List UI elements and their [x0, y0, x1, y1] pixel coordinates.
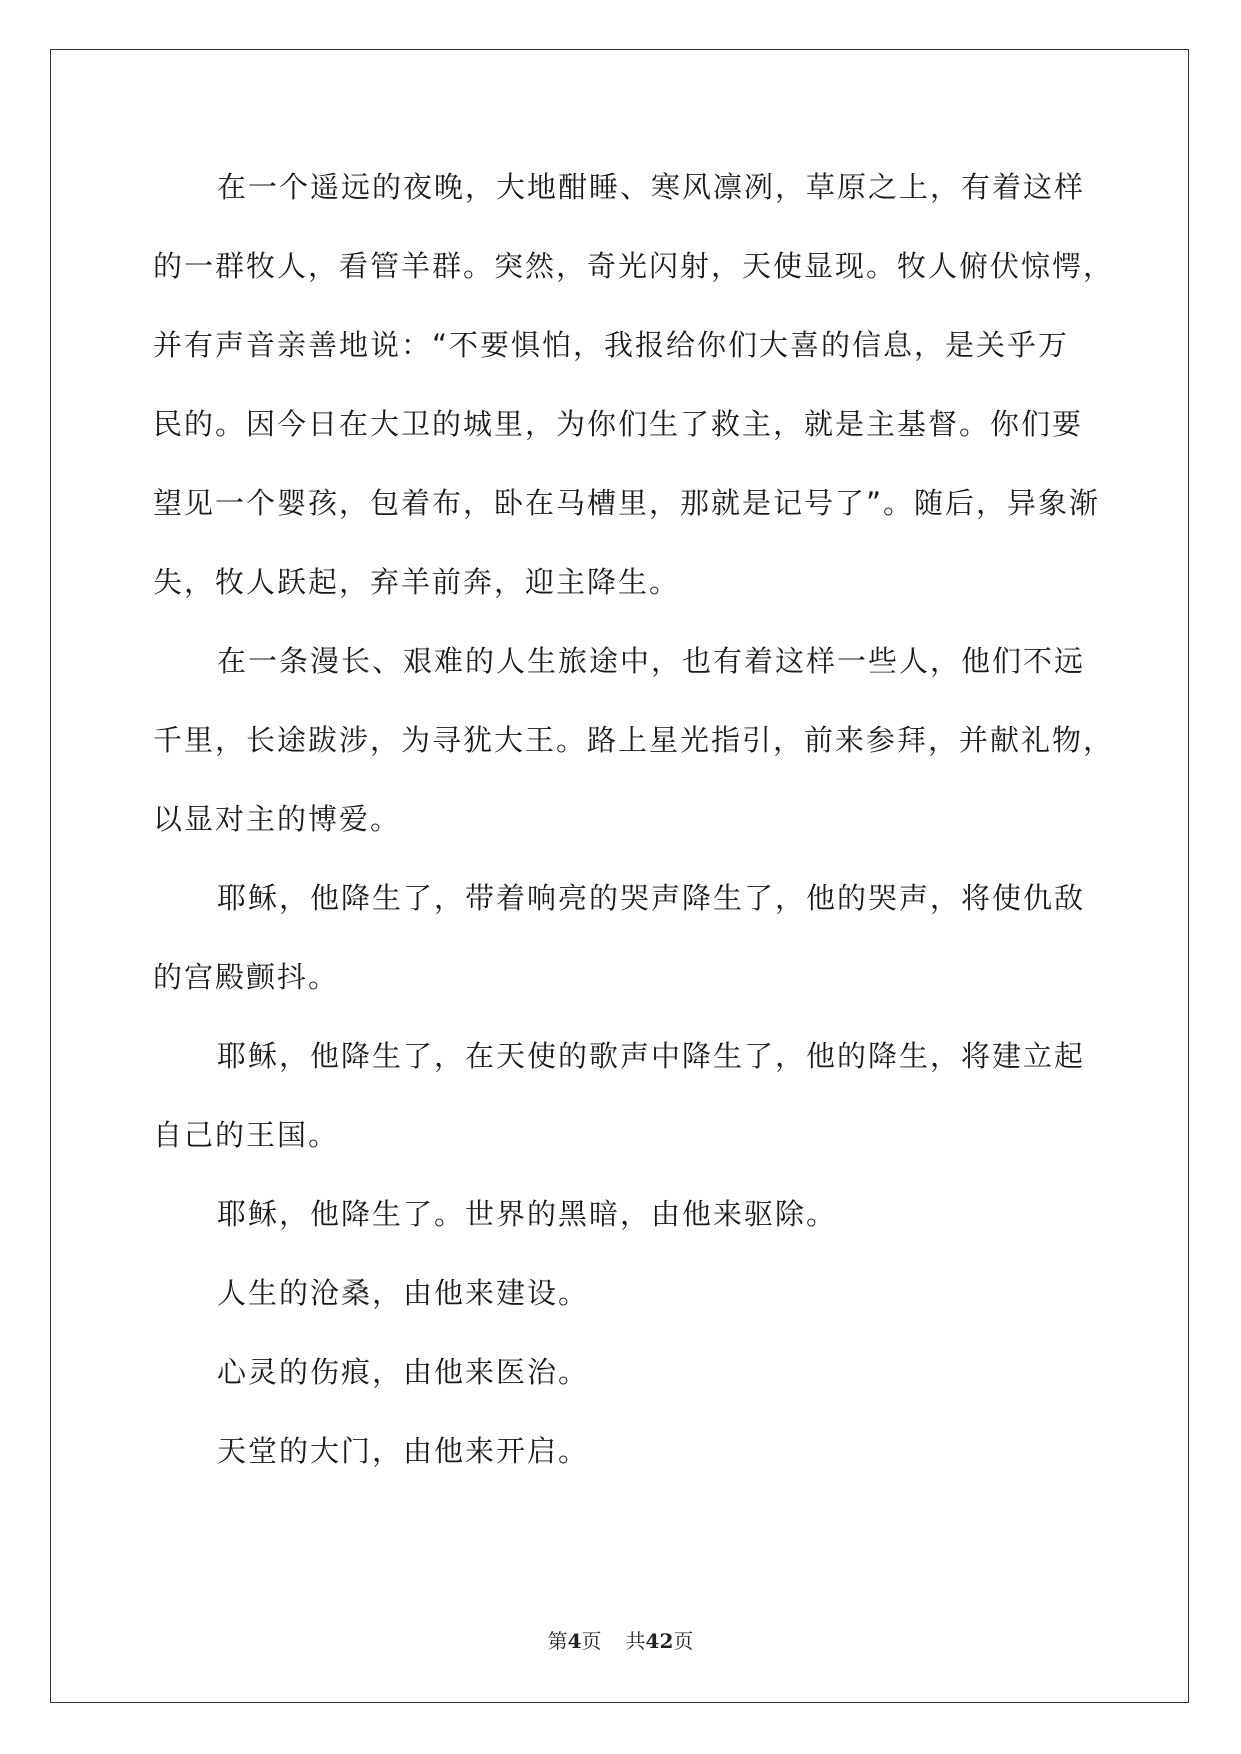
text-line: 在一条漫长、艰难的人生旅途中，也有着这样一些人，他们不远: [217, 644, 1086, 678]
text-line: 心灵的伤痕，由他来医治。: [217, 1355, 590, 1389]
text-line: 人生的沧桑，由他来建设。: [217, 1276, 590, 1310]
text-line: 耶稣，他降生了，带着响亮的哭声降生了，他的哭声，将使仇敌: [217, 881, 1086, 915]
text-line: 千里，长途跋涉，为寻犹大王。路上星光指引，前来参拜，并献礼物，: [153, 723, 1115, 757]
current-page-number: 4: [567, 1629, 582, 1653]
total-suffix: 页: [673, 1629, 694, 1653]
text-line: 耶稣，他降生了，在天使的歌声中降生了，他的降生，将建立起: [217, 1039, 1086, 1073]
text-line: 望见一个婴孩，包着布，卧在马槽里，那就是记号了”。随后，异象渐: [153, 486, 1101, 520]
text-line: 自己的王国。: [153, 1118, 340, 1152]
text-line: 耶稣，他降生了。世界的黑暗，由他来驱除。: [217, 1197, 838, 1231]
text-line: 的一群牧人，看管羊群。突然，奇光闪射，天使显现。牧人俯伏惊愕，: [153, 249, 1115, 283]
text-line: 失，牧人跃起，弃羊前奔，迎主降生。: [153, 565, 681, 599]
page-suffix: 页: [581, 1629, 602, 1653]
text-line: 在一个遥远的夜晚，大地酣睡、寒风凛冽，草原之上，有着这样: [217, 170, 1086, 204]
text-line: 的宫殿颤抖。: [153, 960, 340, 994]
page-footer: [0, 1625, 1241, 1654]
page-prefix: 第: [547, 1629, 568, 1653]
text-line: 以显对主的博爱。: [153, 802, 402, 836]
text-line: 天堂的大门，由他来开启。: [217, 1434, 590, 1468]
text-line: 民的。因今日在大卫的城里，为你们生了救主，就是主基督。你们要: [153, 407, 1084, 441]
document-body: [153, 160, 1115, 1503]
total-pages-number: 42: [645, 1629, 674, 1653]
total-prefix: 共: [625, 1629, 646, 1653]
text-line: 并有声音亲善地说：“不要惧怕，我报给你们大喜的信息，是关乎万: [153, 328, 1070, 362]
